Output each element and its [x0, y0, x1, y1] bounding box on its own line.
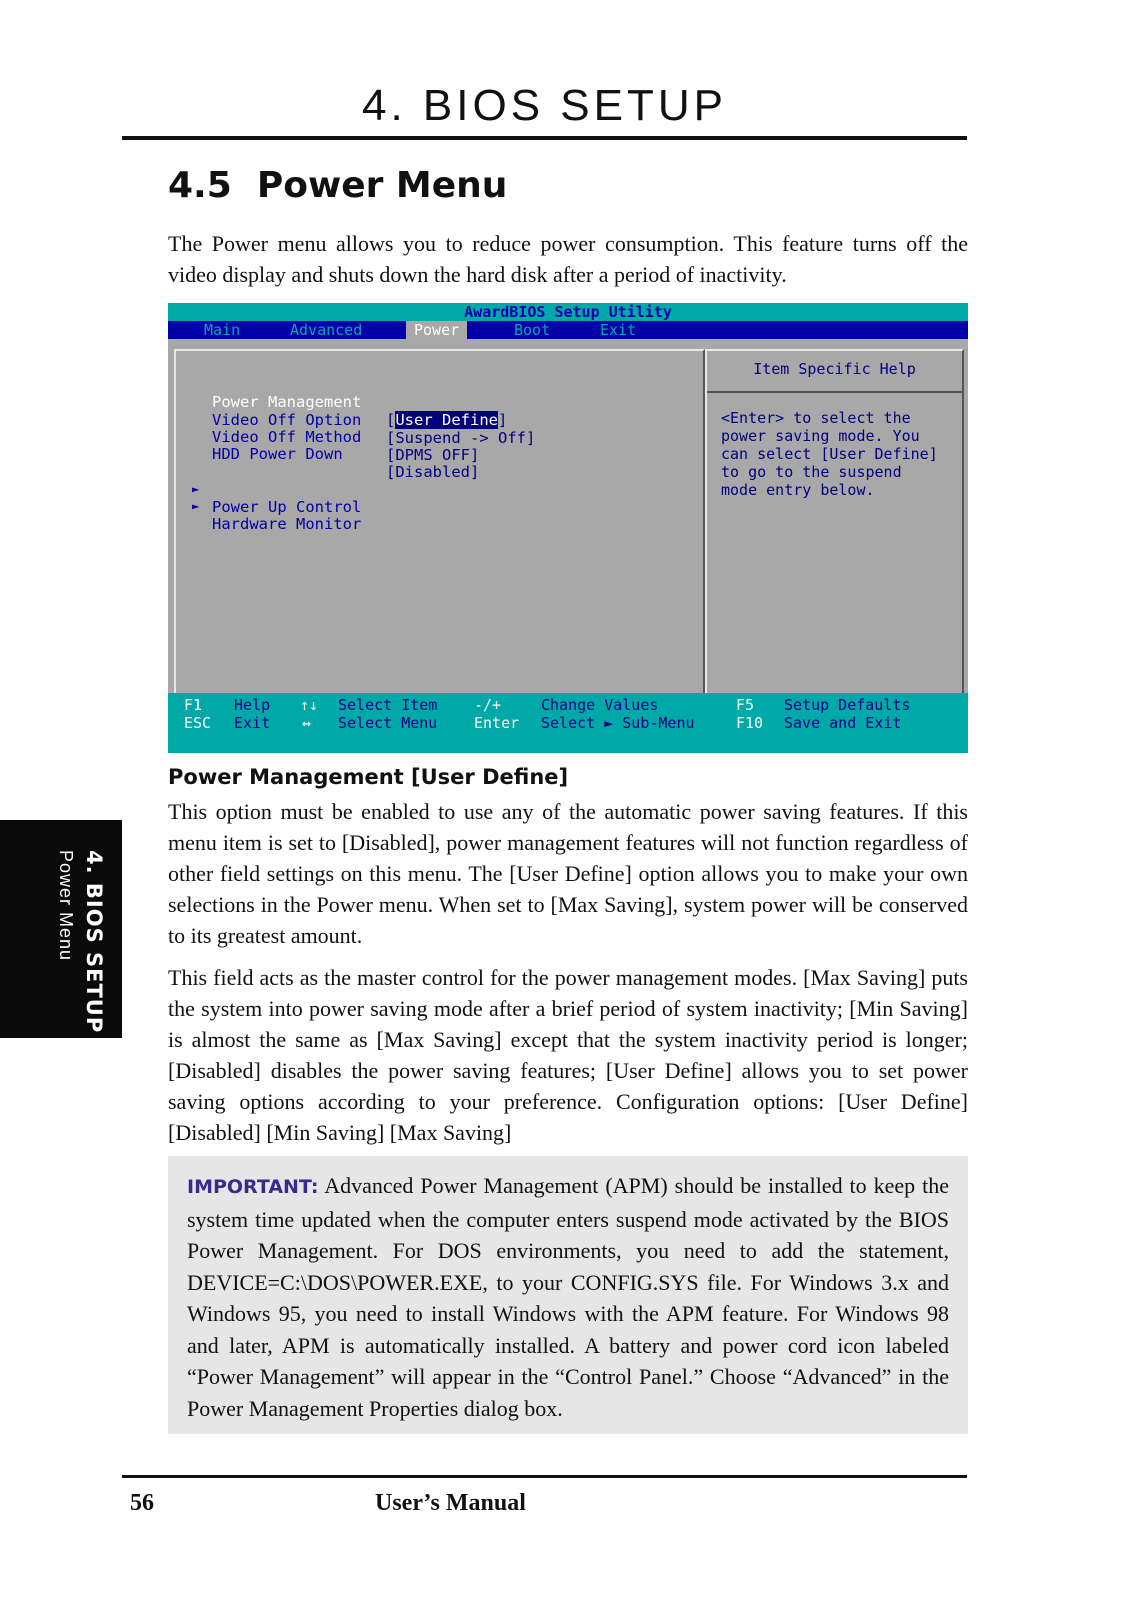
subsection-heading: Power Management [User Define]	[168, 765, 569, 789]
bios-item-label: Video Off Option	[212, 411, 362, 429]
subsection-paragraph-1: This option must be enabled to use any of the automatic power saving features. If this menu item is set to [Disabled], power management features will not function regardless of other field settings on this menu. The [User Define] option allows you to make your own selections in the Power menu. When set to [Max Saving], system power will be conserved to its greatest amount.	[168, 799, 968, 948]
header-rule	[122, 136, 967, 140]
intro-paragraph: The Power menu allows you to reduce power consumption. This feature turns off the video display and shuts down the hard disk after a period of inactivity.	[168, 231, 968, 287]
bios-item-value: [Suspend -> Off]	[386, 429, 536, 447]
key-enter-desc: Select ► Sub-Menu	[541, 714, 695, 732]
bios-item-label: Power Management	[212, 393, 362, 411]
bios-menu-boot[interactable]: Boot	[514, 321, 551, 339]
bios-item-label: HDD Power Down	[212, 445, 343, 463]
side-tab-chapter: 4. BIOS SETUP	[82, 850, 106, 1034]
key-f5-desc: Setup Defaults	[784, 696, 911, 714]
key-plusminus-desc: Change Values	[541, 696, 659, 714]
key-f1-desc: Help	[234, 696, 271, 714]
side-tab-section: Power Menu	[56, 850, 76, 962]
bios-submenu-power-up-control[interactable]	[176, 462, 362, 516]
bios-menu-bar	[168, 321, 968, 339]
bios-title-bar: AwardBIOS Setup Utility	[168, 303, 968, 321]
key-leftright-desc: Select Menu	[338, 714, 438, 732]
bios-submenu-label: Hardware Monitor	[212, 515, 362, 533]
bios-help-panel	[705, 349, 964, 710]
key-f5: F5	[736, 696, 755, 714]
subsection-paragraph-2: This field acts as the master control for the power management modes. [Max Saving] puts the system into power saving mode after a brief period of system inactivity; [Min Saving] is almost the same as [Max Saving] except that the system inactivity period is longer; [Disabled] disables the power saving features; [User Define] allows you to set power saving options according to your preference. Configuration options: [User Define] [Disabled] [Min Saving] [Max Saving]	[168, 965, 968, 1145]
key-updown-desc: Select Item	[338, 696, 438, 714]
important-body: Advanced Power Management (APM) should be installed to keep the system time updated when the computer enters suspend mode activated by the BIOS Power Management. For DOS environments, you need to add the statement, DEVICE=C:\DOS\POWER.EXE, to your CONFIG.SYS file. For Windows 3.x and Windows 95, you need to install Windows with the APM feature. For Windows 98 and later, APM is automatically installed. A battery and power cord icon labeled “Power Management” will appear in the “Control Panel.” Choose “Advanced” in the Power Management Properties dialog box.	[187, 1173, 949, 1421]
key-enter: Enter	[474, 714, 520, 732]
key-f10-desc: Save and Exit	[784, 714, 902, 732]
side-chapter-tab	[0, 820, 122, 1038]
submenu-arrow-icon: ►	[192, 499, 200, 513]
manual-title: User’s Manual	[375, 1490, 526, 1516]
key-f1: F1	[184, 696, 203, 714]
bios-submenu-label: Power Up Control	[212, 498, 362, 516]
key-esc: ESC	[184, 714, 212, 732]
bios-settings-panel	[174, 349, 705, 710]
bios-help-text: <Enter> to select the power saving mode. You can select [User Define] to go to the suspend mode entry below.	[721, 409, 938, 499]
important-note-text	[187, 1170, 949, 1424]
key-esc-desc: Exit	[234, 714, 271, 732]
bios-item-label: Video Off Method	[212, 428, 362, 446]
footer-rule	[122, 1475, 967, 1478]
bios-menu-exit[interactable]: Exit	[600, 321, 637, 339]
key-leftright: ↔	[302, 714, 312, 732]
bios-item-value: [DPMS OFF]	[386, 446, 480, 464]
bios-menu-power[interactable]: Power	[406, 321, 467, 339]
page-number: 56	[130, 1490, 154, 1516]
submenu-arrow-icon: ►	[192, 482, 200, 496]
chapter-header-title: 4. BIOS SETUP	[362, 81, 727, 130]
bios-item-value: [Disabled]	[386, 463, 480, 481]
section-title: 4.5 Power Menu	[168, 165, 508, 206]
bios-screen	[168, 303, 968, 753]
bios-menu-main[interactable]: Main	[204, 321, 241, 339]
key-updown: ↑↓	[300, 696, 319, 714]
bios-key-legend	[168, 693, 968, 753]
bios-item-value-highlight: User Define	[395, 411, 498, 429]
important-label: IMPORTANT:	[187, 1176, 319, 1198]
bios-menu-advanced[interactable]: Advanced	[290, 321, 363, 339]
key-f10: F10	[736, 714, 764, 732]
bios-help-divider	[707, 391, 962, 393]
bios-item-value: [User Define]	[386, 411, 508, 429]
key-plusminus: -/+	[474, 696, 502, 714]
important-note-box	[168, 1156, 968, 1434]
bios-help-title: Item Specific Help	[753, 360, 916, 378]
